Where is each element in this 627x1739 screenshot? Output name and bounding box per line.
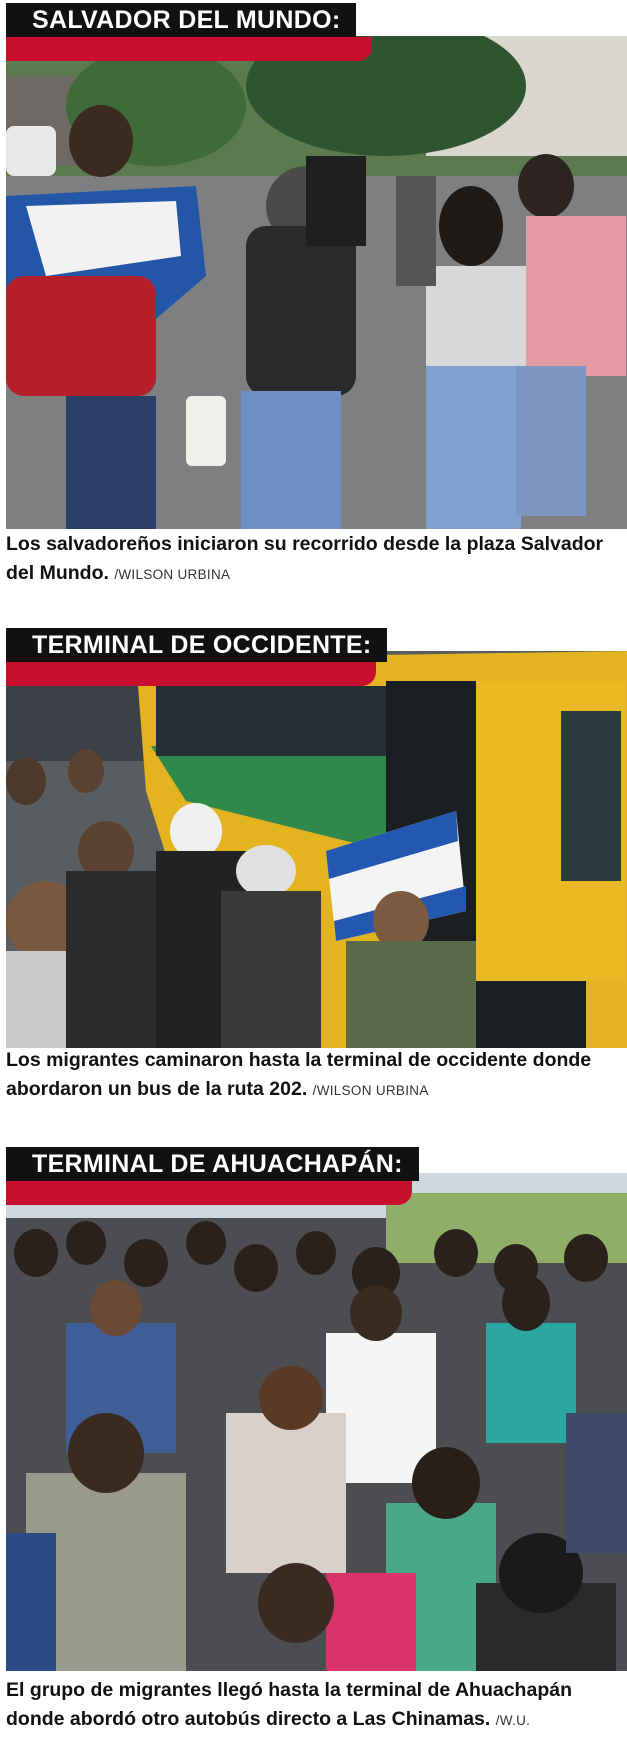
photo-scene-walking-crowd xyxy=(6,36,627,529)
photo-credit: /W.U. xyxy=(495,1713,531,1728)
photo-caption xyxy=(6,530,618,589)
section-label-text: SALVADOR DEL MUNDO: xyxy=(6,3,356,37)
story-section-2 xyxy=(0,624,627,1104)
section-label-3 xyxy=(6,1147,412,1203)
caption-text: Los salvadoreños iniciaron su recorrido desde la plaza Salvador del Mundo. xyxy=(6,533,604,584)
story-section-3 xyxy=(0,1147,627,1739)
section-label-accent xyxy=(6,1181,412,1205)
photo-credit: /WILSON URBINA xyxy=(312,1083,429,1098)
photo-terminal-occidente xyxy=(6,651,627,1048)
photo-caption xyxy=(6,1676,618,1735)
photo-caption xyxy=(6,1046,618,1105)
photo-scene-bus-boarding xyxy=(6,651,627,1048)
section-label-text: TERMINAL DE OCCIDENTE: xyxy=(6,628,387,662)
caption-text: El grupo de migrantes llegó hasta la terminal de Ahuachapán donde abordó otro autobús directo a Las Chinamas. xyxy=(6,1679,572,1730)
section-label-accent xyxy=(6,662,376,686)
photo-scene-crowd-terminal xyxy=(6,1173,627,1671)
photo-salvador-del-mundo xyxy=(6,36,627,529)
section-label-text: TERMINAL DE AHUACHAPÁN: xyxy=(6,1147,419,1181)
story-section-1 xyxy=(0,0,627,584)
photo-terminal-ahuachapan xyxy=(6,1173,627,1671)
caption-text: Los migrantes caminaron hasta la terminal de occidente donde abordaron un bus de la ruta 202. xyxy=(6,1049,592,1100)
photo-credit: /WILSON URBINA xyxy=(114,567,231,582)
section-label-accent xyxy=(6,37,372,61)
section-label-2 xyxy=(6,628,376,684)
section-label-1 xyxy=(6,3,372,59)
